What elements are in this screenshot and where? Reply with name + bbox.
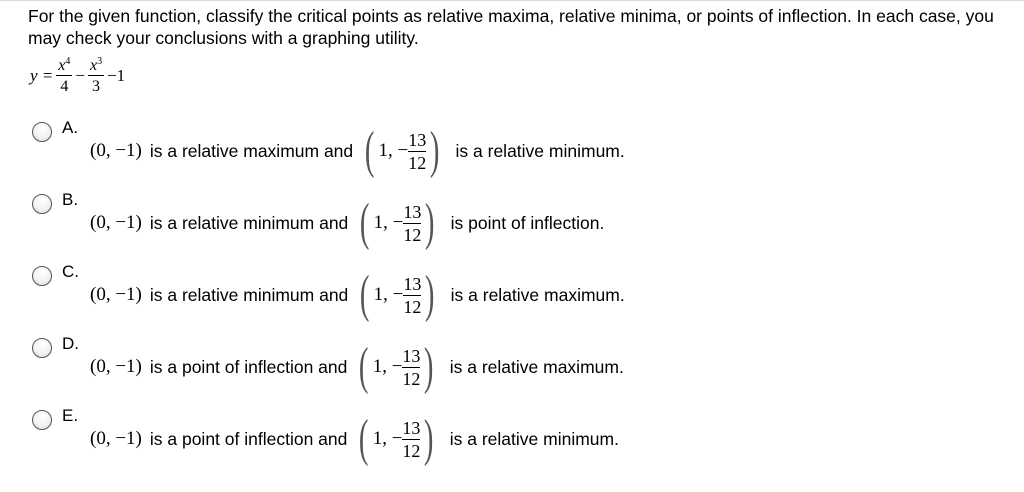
term2-var: x	[89, 57, 98, 74]
answer-option[interactable]	[28, 406, 928, 476]
point-origin: (0, −1)	[90, 356, 142, 377]
point-x: 1, −	[373, 284, 404, 305]
point-x: 1, −	[378, 140, 409, 161]
fraction-numerator: 13	[402, 345, 421, 366]
right-paren: )	[425, 194, 435, 251]
point-origin: (0, −1)	[90, 284, 142, 305]
function-equation	[30, 57, 127, 95]
left-paren: (	[365, 122, 375, 179]
point-second	[355, 410, 437, 467]
radio-button[interactable]	[32, 266, 52, 286]
point-x: 1, −	[372, 356, 403, 377]
classification-second: is a relative minimum.	[455, 140, 625, 161]
answer-option[interactable]	[28, 334, 928, 404]
term1-var: x	[58, 57, 66, 74]
fraction-numerator: 13	[402, 417, 421, 438]
equation-lhs: y =	[30, 66, 54, 85]
left-paren: (	[360, 194, 370, 251]
point-y-fraction	[402, 347, 420, 388]
equation-minus: −	[75, 66, 85, 85]
option-statement	[90, 267, 625, 323]
classification-first: is a relative minimum and	[149, 284, 349, 305]
point-origin: (0, −1)	[90, 212, 142, 233]
point-y-fraction	[402, 419, 420, 460]
radio-button[interactable]	[32, 122, 52, 142]
option-letter: A.	[62, 118, 79, 137]
term2-den: 3	[92, 78, 101, 95]
classification-first: is a relative minimum and	[149, 212, 349, 233]
fraction-denominator: 12	[408, 152, 427, 173]
point-y-fraction	[408, 131, 426, 172]
option-letter: B.	[62, 190, 79, 209]
right-paren: )	[424, 410, 434, 467]
point-second	[356, 266, 438, 323]
fraction-denominator: 12	[403, 296, 422, 317]
point-y-fraction	[403, 275, 421, 316]
classification-second: is a relative maximum.	[450, 284, 625, 305]
radio-button[interactable]	[32, 410, 52, 430]
option-statement	[90, 411, 619, 467]
point-y-fraction	[403, 203, 421, 244]
fraction-denominator: 12	[403, 224, 422, 245]
point-x: 1, −	[373, 212, 404, 233]
right-paren: )	[430, 122, 440, 179]
point-second	[361, 122, 443, 179]
point-second	[355, 338, 437, 395]
radio-button[interactable]	[32, 194, 52, 214]
fraction-numerator: 13	[403, 273, 422, 294]
classification-second: is a relative maximum.	[449, 356, 624, 377]
equation-term2	[88, 57, 104, 95]
option-statement	[90, 195, 604, 251]
classification-first: is a point of inflection and	[149, 428, 348, 449]
right-paren: )	[424, 338, 434, 395]
classification-second: is point of inflection.	[450, 212, 605, 233]
term1-exp: 4	[65, 56, 71, 67]
fraction-denominator: 12	[402, 368, 421, 389]
answer-option[interactable]	[28, 262, 928, 332]
answer-option[interactable]	[28, 190, 928, 260]
term2-exp: 3	[97, 56, 103, 67]
classification-first: is a relative maximum and	[149, 140, 354, 161]
fraction-denominator: 12	[402, 440, 421, 461]
option-letter: D.	[62, 334, 79, 353]
question-text: For the given function, classify the critical points as relative maxima, relative minima, or points of inflection. In each case, you may check your conclusions with a graphing utility.	[28, 6, 994, 48]
fraction-numerator: 13	[403, 201, 422, 222]
point-x: 1, −	[372, 428, 403, 449]
point-origin: (0, −1)	[90, 428, 142, 449]
point-second	[356, 194, 438, 251]
radio-button[interactable]	[32, 338, 52, 358]
equation-constant: −1	[107, 66, 126, 85]
fraction-numerator: 13	[408, 129, 427, 150]
option-statement	[90, 339, 624, 395]
left-paren: (	[359, 410, 369, 467]
option-letter: E.	[62, 406, 79, 425]
option-statement	[90, 123, 625, 179]
point-origin: (0, −1)	[90, 140, 142, 161]
equation-term1	[56, 57, 72, 95]
top-divider	[0, 0, 1024, 1]
classification-first: is a point of inflection and	[149, 356, 348, 377]
classification-second: is a relative minimum.	[449, 428, 619, 449]
left-paren: (	[359, 338, 369, 395]
option-letter: C.	[62, 262, 79, 281]
left-paren: (	[360, 266, 370, 323]
term1-den: 4	[60, 78, 69, 95]
right-paren: )	[425, 266, 435, 323]
answer-option[interactable]	[28, 118, 928, 188]
